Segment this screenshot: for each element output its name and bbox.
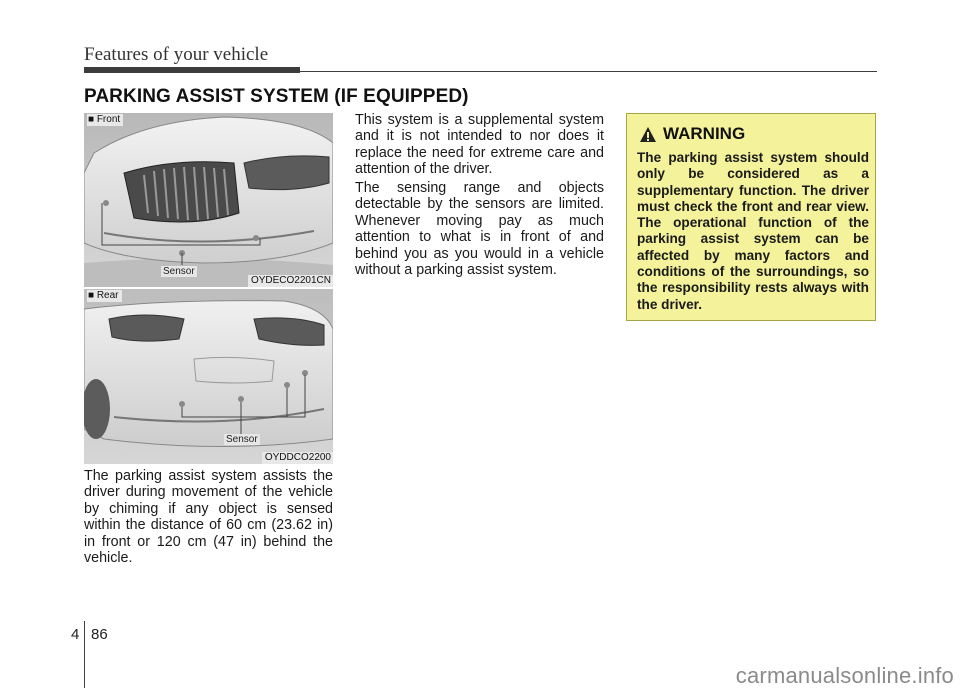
header-rule-thick xyxy=(84,67,300,73)
body-paragraph-col2-2: The sensing range and objects detectable by the sensors are limited. Whenever moving pay as much attention to what is in front of and behind you as you would in a vehicle without a parking assist system. xyxy=(355,180,604,279)
footer-rule xyxy=(84,621,85,688)
front-sensor-label: Sensor xyxy=(163,266,195,277)
sensor-dot xyxy=(284,382,290,388)
rear-car-illustration xyxy=(84,289,333,464)
warning-box xyxy=(626,113,876,321)
front-car-figure xyxy=(84,113,333,287)
chapter-number: 4 xyxy=(71,626,80,643)
running-header: Features of your vehicle xyxy=(84,44,269,65)
front-car-illustration xyxy=(84,113,333,287)
header-rule-thin xyxy=(300,71,877,72)
warning-triangle-icon xyxy=(639,126,657,143)
body-paragraph-col1: The parking assist system assists the driver during movement of the vehicle by chiming if any object is sensed within the distance of 60 cm (23.62 in) in front or 120 cm (47 in) behind the vehicle. xyxy=(84,468,333,567)
section-title: PARKING ASSIST SYSTEM (IF EQUIPPED) xyxy=(84,86,469,107)
body-paragraph-col2-1: This system is a supplemental system and it is not intended to nor does it replace the need for extreme care and attention of the driver. xyxy=(355,112,604,178)
page-number: 86 xyxy=(91,626,108,643)
warning-header xyxy=(639,124,745,144)
sensor-dot xyxy=(179,401,185,407)
rear-figure-code: OYDDCO2200 xyxy=(262,452,333,464)
warning-text: The parking assist system should only be considered as a supplementary function. The driver must check the front and rear view. The operational function of the parking assist system can be affected by many factors and conditions of the surroundings, so the responsibility rests always with the driver. xyxy=(637,150,869,312)
rear-car-figure xyxy=(84,289,333,464)
front-figure-code: OYDECO2201CN xyxy=(248,275,333,287)
rear-figure-label: ■ Rear xyxy=(87,290,122,302)
sensor-dot xyxy=(103,200,109,206)
rear-sensor-label: Sensor xyxy=(226,434,258,445)
sensor-dot xyxy=(253,235,259,241)
front-figure-label: ■ Front xyxy=(87,114,123,126)
watermark: carmanualsonline.info xyxy=(735,663,954,688)
warning-title: WARNING xyxy=(663,124,746,143)
sensor-dot xyxy=(238,396,244,402)
